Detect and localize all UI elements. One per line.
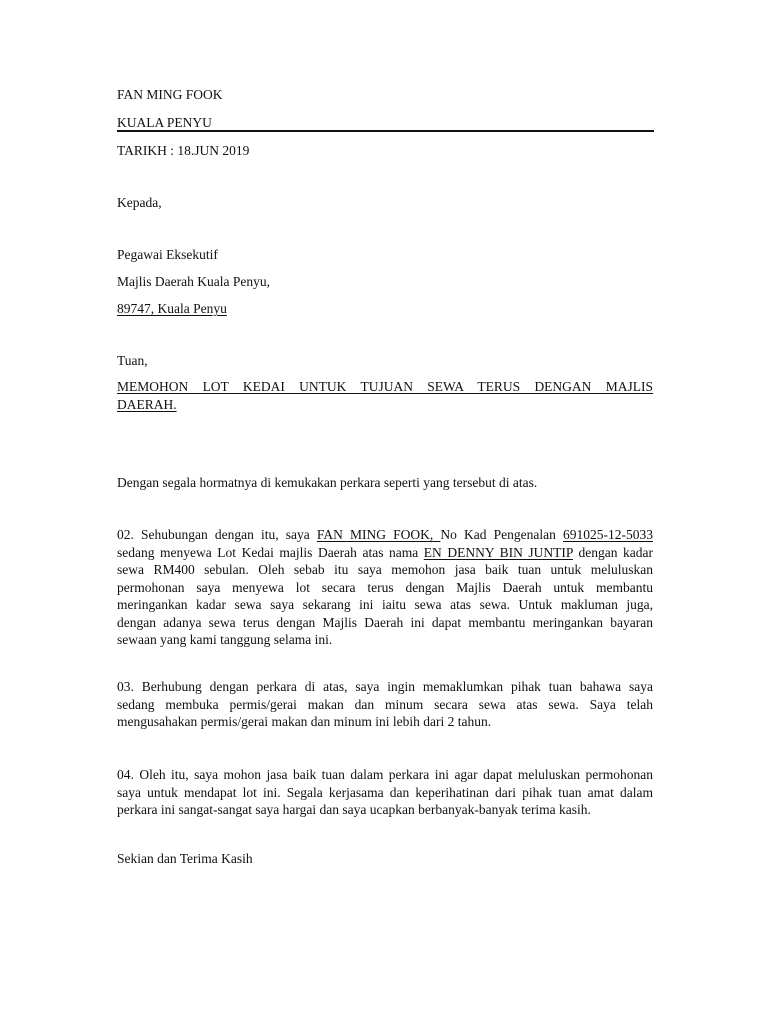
salutation: Tuan, xyxy=(117,353,148,368)
paragraph-02-line-6: dengan adanya sewa terus dengan Majlis Daerah ini dapat membantu meringankan bayaran xyxy=(117,614,653,630)
sender-place: KUALA PENYU xyxy=(117,115,212,130)
paragraph-02-line-1: 02. Sehubungan dengan itu, saya FAN MING FOOK, No Kad Pengenalan 691025-12-5033 xyxy=(117,527,654,542)
intro-paragraph: Dengan segala hormatnya di kemukakan perkara seperti yang tersebut di atas. xyxy=(117,475,538,490)
paragraph-02 xyxy=(117,526,653,649)
subject-line xyxy=(117,378,653,413)
paragraph-04-line-2: saya untuk mendapat lot ini. Segala kerjasama dan keperihatinan dari pihak tuan amat dalam xyxy=(117,784,653,800)
letter-date: TARIKH : 18.JUN 2019 xyxy=(117,143,250,158)
paragraph-02-line-7: sewaan yang kami tanggung selama ini. xyxy=(117,632,333,647)
paragraph-03 xyxy=(117,678,653,731)
closing-line: Sekian dan Terima Kasih xyxy=(117,851,253,866)
recipient-greeting: Kepada, xyxy=(117,195,162,210)
header-divider xyxy=(117,130,654,132)
paragraph-03-line-2: sedang membuka permis/gerai makan dan minum secara sewa atas sewa. Saya telah xyxy=(117,696,653,712)
subject-line-1: MEMOHON LOT KEDAI UNTUK TUJUAN SEWA TERUS DENGAN MAJLIS xyxy=(117,379,653,394)
paragraph-02-line-4: permohonan saya menyewa lot secara terus dengan Majlis Daerah untuk membantu xyxy=(117,579,653,595)
paragraph-04 xyxy=(117,766,653,819)
subject-line-2: DAERAH. xyxy=(117,396,177,412)
ic-number: 691025-12-5033 xyxy=(563,527,654,542)
sender-name: FAN MING FOOK xyxy=(117,87,223,102)
paragraph-03-line-3: mengusahakan permis/gerai makan dan minum ini lebih dari 2 tahun. xyxy=(117,714,492,729)
paragraph-03-line-1: 03. Berhubung dengan perkara di atas, saya ingin memaklumkan pihak tuan bahawa saya xyxy=(117,679,653,694)
tenant-name: EN DENNY BIN JUNTIP xyxy=(423,544,573,560)
paragraph-04-line-3: perkara ini sangat-sangat saya hargai dan saya ucapkan berbanyak-banyak terima kasih. xyxy=(117,802,591,817)
recipient-address: 89747, Kuala Penyu xyxy=(117,301,227,316)
recipient-title: Pegawai Eksekutif xyxy=(117,247,218,262)
paragraph-04-line-1: 04. Oleh itu, saya mohon jasa baik tuan dalam perkara ini agar dapat meluluskan permohonan xyxy=(117,767,653,782)
paragraph-02-line-3: sewa RM400 sebulan. Oleh sebab itu saya memohon jasa baik tuan untuk meluluskan xyxy=(117,562,653,577)
recipient-org: Majlis Daerah Kuala Penyu, xyxy=(117,274,270,289)
applicant-name: FAN MING FOOK, xyxy=(316,527,441,542)
paragraph-02-line-2: sedang menyewa Lot Kedai majlis Daerah atas nama EN DENNY BIN JUNTIP dengan kadar xyxy=(117,544,653,560)
paragraph-02-line-5: meringankan kadar sewa saya sekarang ini iaitu sewa atas sewa. Untuk makluman juga, xyxy=(117,597,653,612)
